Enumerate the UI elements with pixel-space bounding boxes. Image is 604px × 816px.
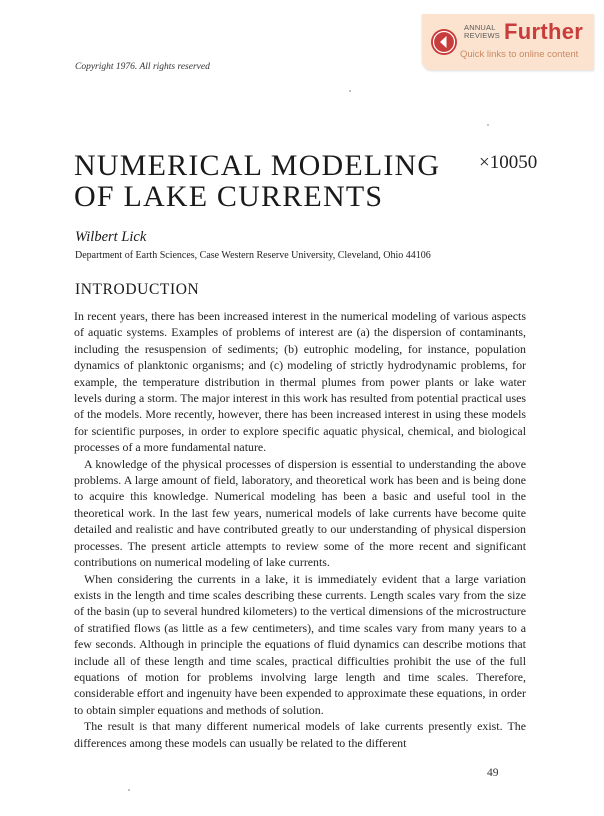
further-arrow-icon (430, 28, 458, 56)
title-line: NUMERICAL MODELING (74, 149, 441, 182)
author-name: Wilbert Lick (75, 229, 147, 245)
page-number: 49 (487, 767, 499, 779)
paragraph: A knowledge of the physical processes of dispersion is essential to understanding the above problems. A large amount of field, laboratory, and theoretical work has been and is being done to acquire this knowledge. Numerical modeling has been a basic and useful tool in the theoretical work. In the last few years, numerical models of lake currents have become quite detailed and realistic and have contributed greatly to our understanding of physical dispersion processes. The present article attempts to review some of the more recent and significant contributions on numerical modeling of lake currents. (74, 456, 526, 570)
paragraph: The result is that many different numerical models of lake currents presently exist. The differences among these models can usually be related to the different (74, 719, 526, 750)
further-tagline: Quick links to online content (460, 49, 579, 60)
article-title (74, 150, 440, 212)
paragraph: In recent years, there has been increased interest in the numerical modeling of various aspects of aquatic systems. Examples of problems of interest are (a) the dispersion of contaminants, including the resuspension of sediments; (b) eutrophic modeling, for instance, population dynamics of planktonic organisms; and (c) modeling of strictly hydrodynamic problems, for example, the temperature distribution in thermal plumes from power plants or lake water levels during a storm. The major interest in this work has resulted from potential practical uses of the models. More recently, however, there has been increased interest in using these models for scientific purposes, in order to explore specific aquatic physical, chemical, and biological processes of a more fundamental nature. (74, 309, 526, 455)
section-heading: INTRODUCTION (75, 281, 200, 298)
author-affiliation: Department of Earth Sciences, Case Western Reserve University, Cleveland, Ohio 44106 (75, 250, 431, 261)
paragraph: When considering the currents in a lake, it is immediately evident that a large variation exists in the length and time scales describing these currents. Length scales vary from the size of the basin (up to several hundred kilometers) to the vertical dimensions of the microstructure of stratified flows (as little as a few centimeters), and time scales vary from many years to a few seconds. Although in principle the equations of fluid dynamics can describe motions that include all of these length and time scales, practical difficulties prohibit the use of the full equations of motion for problems involving large length and time scales. Therefore, considerable effort and ingenuity have been expended to approximate these equations, in order to obtain simpler equations and methods of solution. (74, 571, 526, 717)
title-line: OF LAKE CURRENTS (74, 180, 384, 213)
article-code: ×10050 (479, 152, 538, 173)
further-badge[interactable] (422, 14, 594, 70)
article-body (74, 308, 526, 751)
annual-reviews-label: ANNUAL REVIEWS (464, 23, 500, 40)
copyright-notice: Copyright 1976. All rights reserved (75, 62, 210, 72)
further-label: Further (504, 19, 584, 44)
